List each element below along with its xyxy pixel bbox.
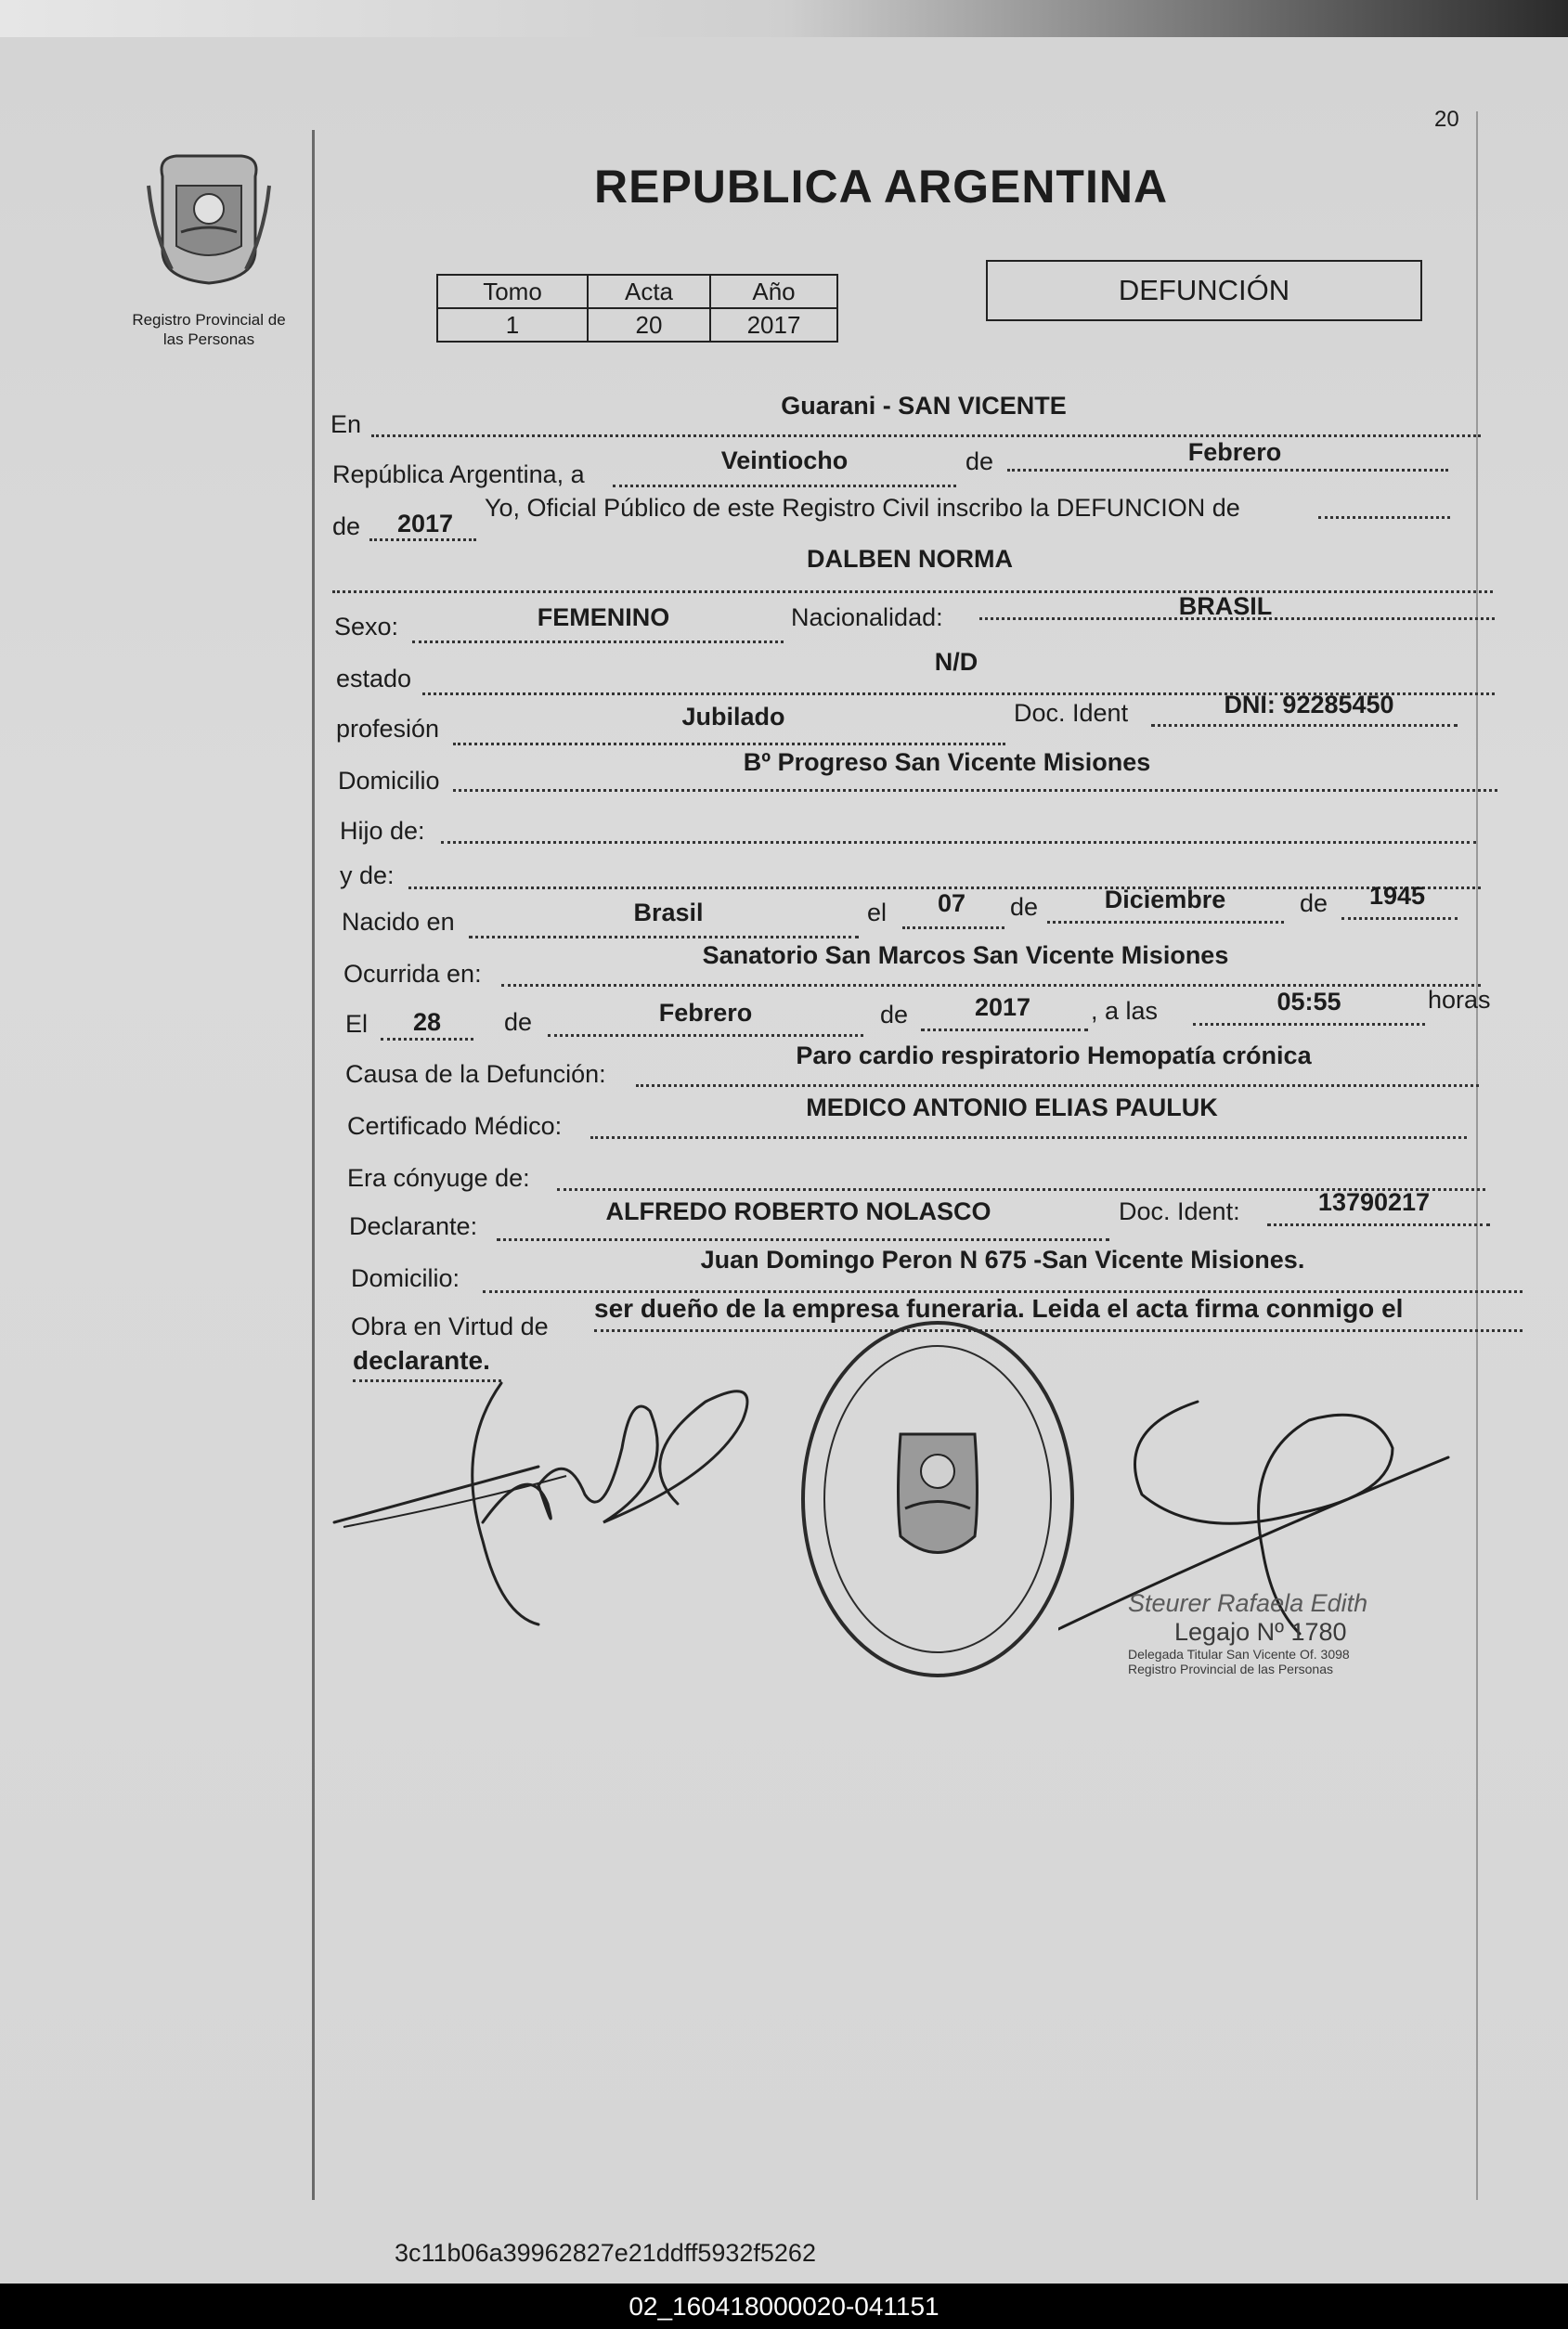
field-def-dia: 28 <box>412 1008 442 1036</box>
page-title: REPUBLICA ARGENTINA <box>594 161 1169 213</box>
label-ocurrida-en: Ocurrida en: <box>343 960 482 988</box>
field-def-mes: Febrero <box>658 999 753 1027</box>
dotted-line <box>590 1136 1467 1139</box>
label-certificado: Certificado Médico: <box>347 1112 563 1140</box>
field-estado: N/D <box>934 648 978 676</box>
dotted-line <box>1047 921 1284 924</box>
label-domicilio-2: Domicilio: <box>351 1264 460 1292</box>
field-hora: 05:55 <box>1276 988 1341 1016</box>
field-nacionalidad: BRASIL <box>1178 592 1273 620</box>
header-anio: Año <box>710 275 837 308</box>
label-el-cap: El <box>345 1010 369 1038</box>
field-domicilio: Bº Progreso San Vicente Misiones <box>743 748 1151 776</box>
field-anio: 2017 <box>396 510 454 537</box>
dotted-line <box>453 743 1005 745</box>
value-tomo: 1 <box>437 308 588 342</box>
label-hijo-de: Hijo de: <box>340 817 425 845</box>
label-nacido-en: Nacido en <box>342 908 455 936</box>
dotted-line <box>469 936 859 938</box>
label-estado: estado <box>336 665 412 692</box>
label-el: el <box>867 899 888 926</box>
field-nac-dia: 07 <box>937 889 966 917</box>
header-acta: Acta <box>588 275 710 308</box>
logo-caption-line1: Registro Provincial de <box>132 311 286 329</box>
officer-org: Registro Provincial de las Personas <box>1128 1662 1333 1676</box>
document-hash: 3c11b06a39962827e21ddff5932f5262 <box>395 2239 816 2267</box>
label-sexo: Sexo: <box>334 613 399 640</box>
label-profesion: profesión <box>336 715 440 743</box>
label-y-de: y de: <box>340 861 395 889</box>
field-obra-line1: ser dueño de la empresa funeraria. Leida el acta firma conmigo el <box>594 1294 1404 1323</box>
label-domicilio: Domicilio <box>338 767 440 795</box>
dotted-line <box>483 1290 1523 1293</box>
field-dia-letras: Veintiocho <box>720 446 849 474</box>
field-declarante: ALFREDO ROBERTO NOLASCO <box>605 1197 991 1225</box>
dotted-line <box>441 841 1476 844</box>
logo-caption-line2: las Personas <box>162 330 255 348</box>
dotted-line <box>1341 917 1458 920</box>
label-de-4: de <box>1300 889 1328 917</box>
dotted-line <box>369 538 476 541</box>
field-profesion: Jubilado <box>681 703 785 731</box>
dotted-line <box>921 1029 1088 1031</box>
label-de-2: de <box>332 512 361 540</box>
dotted-line <box>1007 469 1448 472</box>
field-declarante-domicilio: Juan Domingo Peron N 675 -San Vicente Misiones. <box>700 1246 1305 1274</box>
document-page <box>0 37 1568 2284</box>
dotted-line <box>381 1038 473 1041</box>
dotted-line <box>412 640 784 643</box>
top-edge <box>0 0 1568 37</box>
official-stamp-icon <box>794 1313 1082 1685</box>
dotted-line <box>548 1034 863 1037</box>
label-obra: Obra en Virtud de <box>351 1313 549 1340</box>
label-de-6: de <box>880 1001 909 1029</box>
province-seal-icon <box>144 149 274 288</box>
field-obra-line2: declarante. <box>353 1346 490 1375</box>
dotted-line <box>1267 1223 1490 1226</box>
label-a-las: , a las <box>1091 997 1159 1025</box>
label-republica: República Argentina, a <box>332 460 585 488</box>
page-number: 20 <box>1434 107 1459 132</box>
field-doc: DNI: 92285450 <box>1224 691 1394 718</box>
margin-line <box>312 130 315 2200</box>
field-nacido-en: Brasil <box>633 899 704 926</box>
label-horas: horas <box>1428 986 1491 1014</box>
label-nacionalidad: Nacionalidad: <box>791 603 943 631</box>
field-nac-mes: Diciembre <box>1104 886 1226 913</box>
label-de: de <box>965 447 994 475</box>
footer-id: 02_160418000020-041151 <box>0 2284 1568 2329</box>
label-en: En <box>330 410 362 438</box>
label-declarante: Declarante: <box>349 1212 478 1240</box>
dotted-line <box>902 926 1004 929</box>
dotted-line <box>613 485 956 487</box>
officer-name: Steurer Rafaela Edith <box>1128 1589 1368 1617</box>
dotted-line <box>1193 1023 1425 1026</box>
label-de-5: de <box>504 1008 533 1036</box>
declarant-signature-icon <box>325 1337 789 1643</box>
label-de-3: de <box>1010 893 1039 921</box>
dotted-line <box>1151 724 1458 727</box>
label-doc-ident-2: Doc. Ident: <box>1119 1197 1240 1225</box>
header-tomo: Tomo <box>437 275 588 308</box>
label-doc-ident: Doc. Ident <box>1014 699 1129 727</box>
field-mes: Febrero <box>1187 438 1282 466</box>
registry-logo <box>102 149 316 349</box>
dotted-line <box>1318 516 1450 519</box>
field-sexo: FEMENINO <box>537 603 670 631</box>
value-anio: 2017 <box>710 308 837 342</box>
officer-block <box>1128 1589 1367 1676</box>
field-declarante-doc: 13790217 <box>1317 1188 1431 1216</box>
dotted-line <box>497 1238 1109 1241</box>
record-table <box>436 274 838 343</box>
label-yo: Yo, Oficial Público de este Registro Civil inscribo la DEFUNCION de <box>485 494 1240 522</box>
field-certificado: MEDICO ANTONIO ELIAS PAULUK <box>806 1093 1218 1121</box>
field-def-anio: 2017 <box>974 993 1031 1021</box>
field-nombre: DALBEN NORMA <box>807 545 1013 573</box>
dotted-line <box>636 1084 1479 1087</box>
dotted-line <box>501 984 1481 987</box>
label-causa: Causa de la Defunción: <box>345 1060 606 1088</box>
dotted-line <box>453 789 1497 792</box>
record-type-box: DEFUNCIÓN <box>986 260 1422 321</box>
field-lugar: Guarani - SAN VICENTE <box>781 392 1067 420</box>
label-conyuge: Era cónyuge de: <box>347 1164 530 1192</box>
dotted-line <box>371 434 1481 437</box>
field-causa: Paro cardio respiratorio Hemopatía crónica <box>796 1042 1312 1069</box>
field-ocurrida-en: Sanatorio San Marcos San Vicente Misiones <box>702 941 1229 969</box>
field-nac-anio: 1945 <box>1368 882 1426 910</box>
officer-cargo: Delegada Titular San Vicente Of. 3098 <box>1128 1647 1350 1662</box>
value-acta: 20 <box>588 308 710 342</box>
officer-legajo: Legajo Nº 1780 <box>1174 1618 1347 1646</box>
right-margin-line <box>1476 111 1478 2200</box>
